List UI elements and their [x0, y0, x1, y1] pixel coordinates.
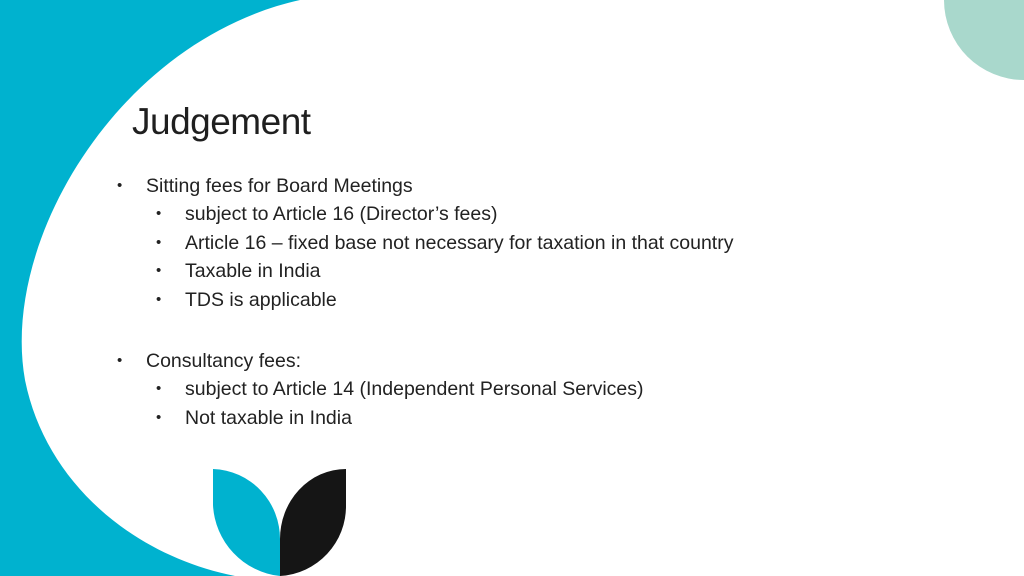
- bullet-icon: •: [156, 233, 162, 251]
- sub-bullet-text: subject to Article 14 (Independent Personal Services): [185, 378, 644, 401]
- sub-bullet-text: TDS is applicable: [185, 288, 337, 311]
- mint-circle-shape: [944, 0, 1024, 80]
- cyan-leaf-shape: [213, 469, 280, 576]
- sub-bullet-text: Not taxable in India: [185, 406, 352, 429]
- dark-leaf-shape: [280, 469, 346, 576]
- bullet-icon: •: [117, 177, 123, 194]
- bullet-icon: •: [156, 262, 162, 280]
- bullet-icon: •: [156, 408, 162, 426]
- bullet-heading: Sitting fees for Board Meetings: [146, 175, 413, 197]
- bullet-heading: Consultancy fees:: [146, 350, 302, 372]
- bullet-icon: •: [156, 205, 162, 223]
- bullet-icon: •: [117, 352, 123, 369]
- bullet-icon: •: [156, 290, 162, 308]
- sub-bullet-text: Taxable in India: [185, 260, 321, 283]
- bullet-icon: •: [156, 380, 162, 398]
- sub-bullet-text: Article 16 – fixed base not necessary for taxation in that country: [185, 231, 734, 254]
- slide-title: Judgement: [132, 101, 311, 142]
- sub-bullet-text: subject to Article 16 (Director’s fees): [185, 203, 498, 226]
